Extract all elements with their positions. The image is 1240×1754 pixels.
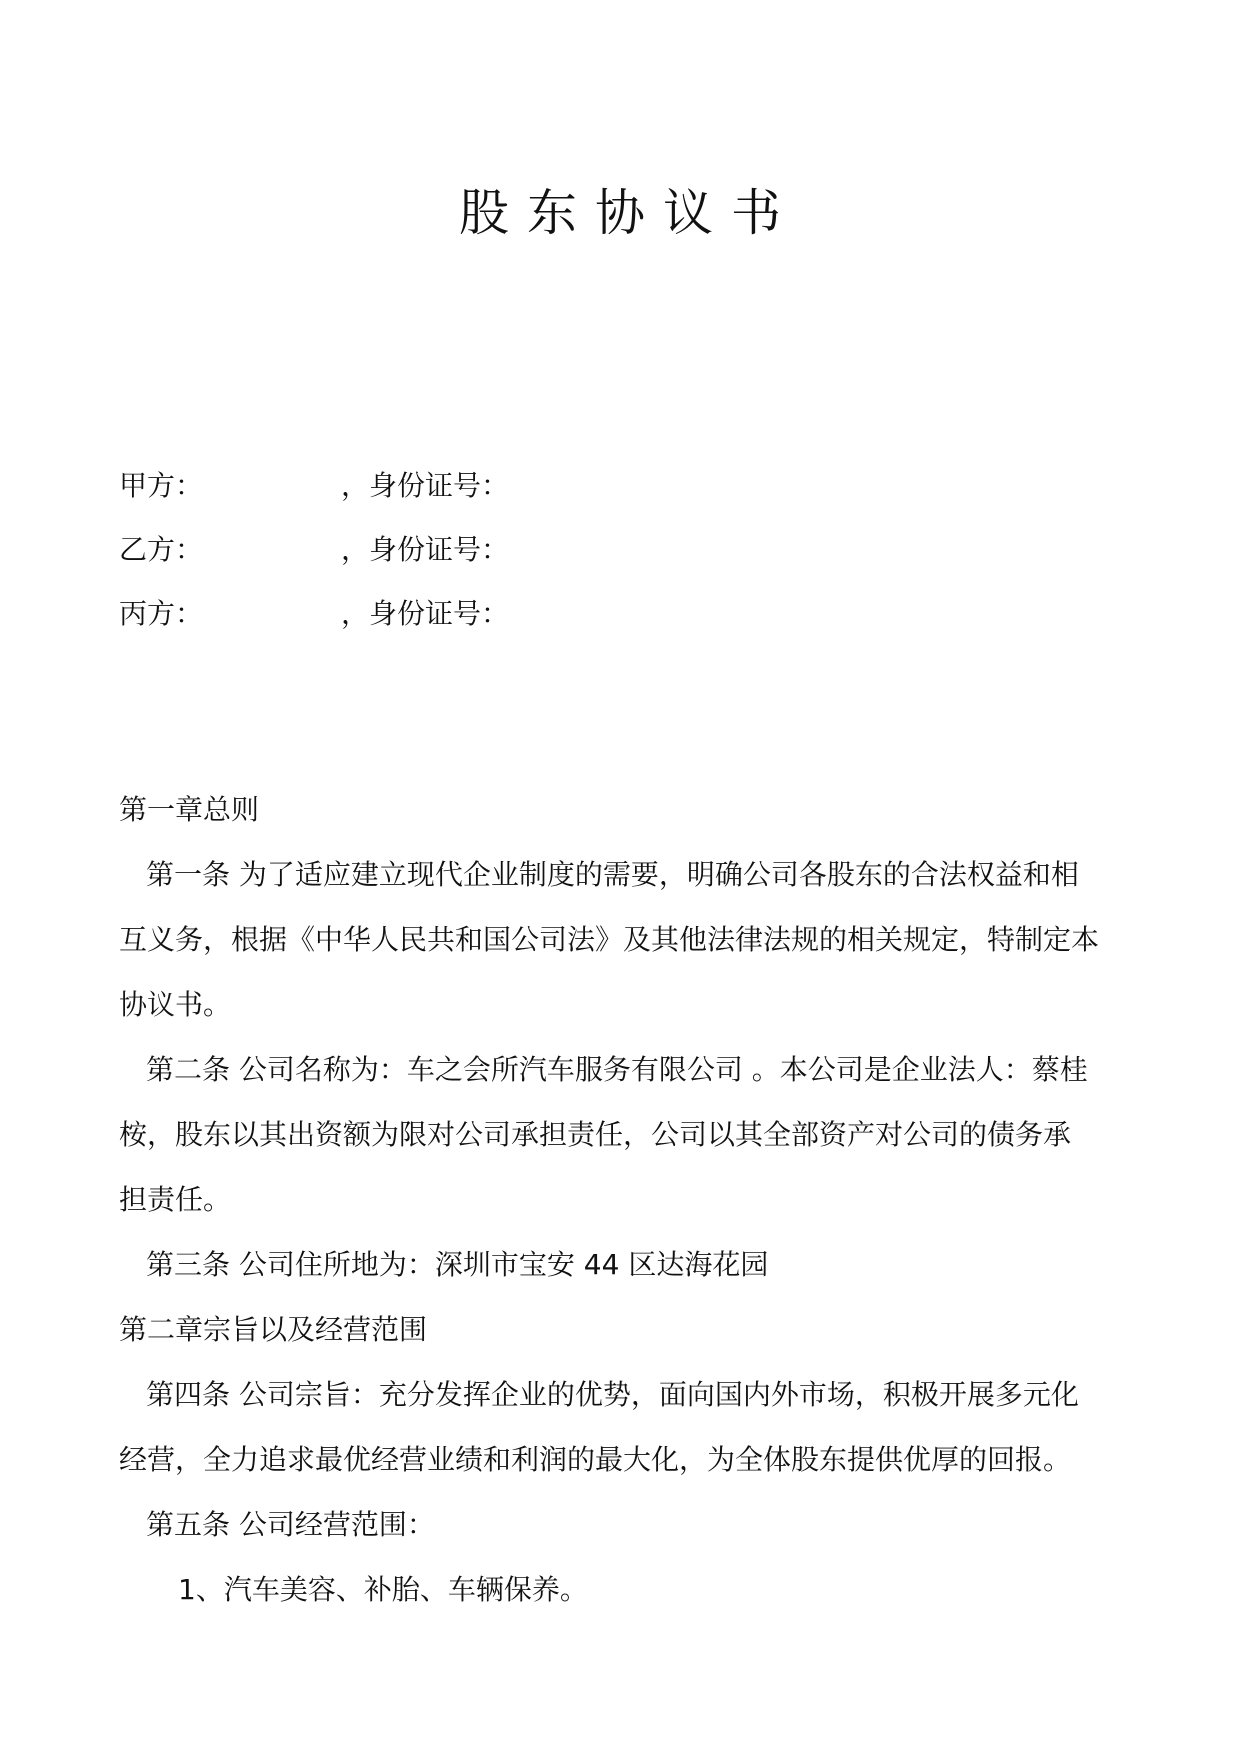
- chapter-heading-1: 第一章总则: [119, 793, 260, 826]
- party-id-label: ，身份证号：: [341, 597, 510, 630]
- article-1-line-3: 协议书。: [119, 988, 232, 1021]
- article-2-line-1: 第二条 公司名称为：车之会所汽车服务有限公司 。本公司是企业法人：蔡桂: [146, 1053, 1088, 1086]
- article-2-line-3: 担责任。: [119, 1183, 232, 1216]
- article-5-line-1: 第五条 公司经营范围：: [146, 1508, 435, 1541]
- party-label: 丙方：: [119, 597, 204, 630]
- article-1-line-1: 第一条 为了适应建立现代企业制度的需要，明确公司各股东的合法权益和相: [146, 858, 1079, 891]
- party-line-a: [119, 466, 509, 506]
- party-line-b: [119, 530, 509, 570]
- party-id-label: ，身份证号：: [341, 469, 510, 502]
- party-label: 乙方：: [119, 533, 204, 566]
- party-label: 甲方：: [119, 469, 204, 502]
- party-id-label: ，身份证号：: [341, 533, 510, 566]
- article-2-line-2: 桉，股东以其出资额为限对公司承担责任，公司以其全部资产对公司的债务承: [119, 1118, 1072, 1151]
- article-4-line-1: 第四条 公司宗旨：充分发挥企业的优势，面向国内外市场，积极开展多元化: [146, 1378, 1079, 1411]
- chapter-heading-2: 第二章宗旨以及经营范围: [119, 1313, 428, 1346]
- list-item-1: 1、汽车美容、补胎、车辆保养。: [178, 1573, 588, 1606]
- party-line-c: [119, 594, 509, 634]
- article-1-line-2: 互义务，根据《中华人民共和国公司法》及其他法律法规的相关规定，特制定本: [119, 923, 1100, 956]
- article-4-line-2: 经营，全力追求最优经营业绩和利润的最大化，为全体股东提供优厚的回报。: [119, 1443, 1072, 1476]
- document-title: 股东协议书: [459, 184, 799, 242]
- article-3-line-1: 第三条 公司住所地为：深圳市宝安 44 区达海花园: [146, 1248, 769, 1281]
